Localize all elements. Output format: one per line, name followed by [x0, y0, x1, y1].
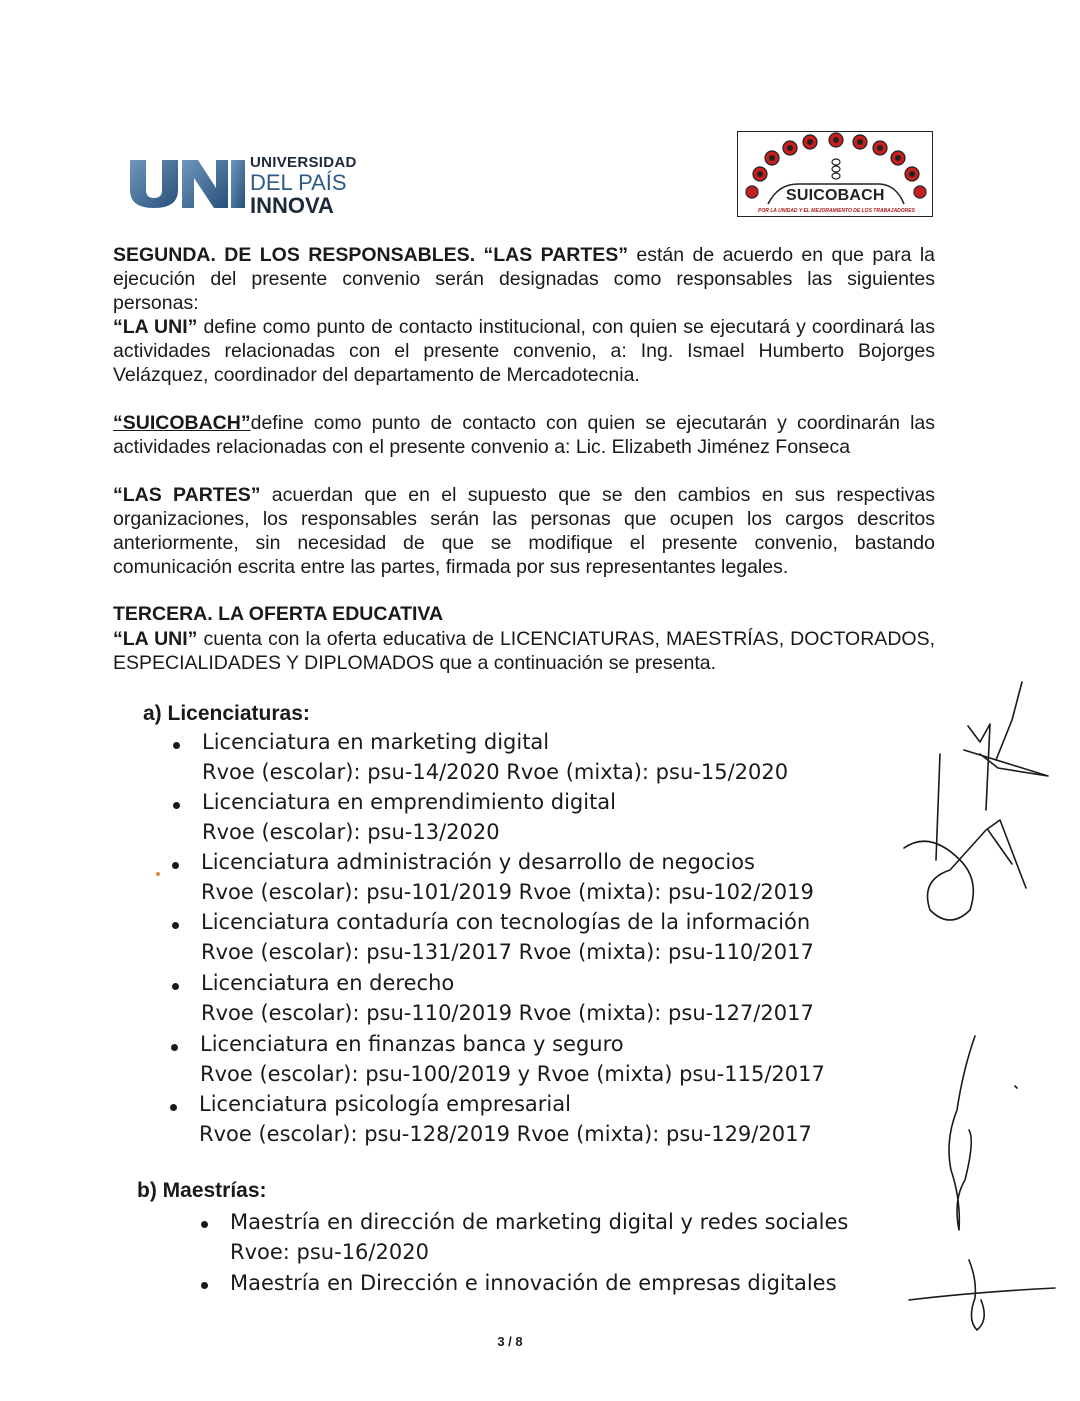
licenciatura-rvoe: Rvoe (escolar): psu-100/2019 y Rvoe (mixta) psu-115/2017 — [200, 1062, 825, 1086]
segunda-paragraph-4 — [113, 483, 935, 579]
tercera-title: TERCERA. LA OFERTA EDUCATIVA — [113, 603, 444, 625]
maestria-rvoe: Rvoe: psu-16/2020 — [230, 1240, 429, 1264]
maestria-title: Maestría en dirección de marketing digital y redes sociales — [230, 1210, 849, 1234]
segunda-paragraph-2 — [113, 315, 935, 387]
ink-speck — [156, 872, 160, 876]
segunda-text-2: define como punto de contacto institucional, con quien se ejecutará y coordinará las actividades relacionadas con el presente convenio, a: Ing. Ismael Humberto Bojorges Velázquez, coordinador del departamento de Mercadotecnia. — [113, 316, 935, 386]
licenciatura-item — [201, 968, 814, 1028]
licenciatura-item — [201, 907, 814, 967]
segunda-party-suicobach: “SUICOBACH” — [113, 412, 251, 434]
licenciatura-item — [201, 847, 814, 907]
licenciatura-rvoe: Rvoe (escolar): psu-13/2020 — [202, 820, 500, 844]
uni-logo-mark — [128, 158, 248, 210]
licenciatura-rvoe: Rvoe (escolar): psu-110/2019 Rvoe (mixta): psu-127/2017 — [201, 1001, 814, 1025]
licenciatura-title: Licenciatura en marketing digital — [202, 730, 550, 754]
segunda-parties-4: “LAS PARTES” — [113, 484, 261, 506]
suicobach-logo-name: SUICOBACH — [786, 187, 885, 204]
bullet-icon — [170, 1104, 177, 1111]
bullet-icon — [173, 742, 180, 749]
uni-logo-line2: DEL PAÍS — [250, 170, 347, 195]
segunda-party-uni: “LA UNI” — [113, 316, 198, 338]
licenciatura-rvoe: Rvoe (escolar): psu-131/2017 Rvoe (mixta): psu-110/2017 — [201, 940, 814, 964]
licenciaturas-heading: a) Licenciaturas: — [143, 702, 310, 725]
licenciatura-item — [200, 1029, 825, 1089]
maestrias-heading: b) Maestrías: — [137, 1179, 267, 1202]
suicobach-logo-motto: POR LA UNIDAD Y EL MEJORAMIENTO DE LOS TRABAJADORES — [758, 208, 915, 214]
segunda-parties-1: “LAS PARTES” — [483, 244, 629, 266]
tercera-party-uni: “LA UNI” — [113, 628, 198, 650]
segunda-text-1: están de acuerdo en que para la ejecución del presente convenio serán designadas como responsables las siguientes personas: — [113, 244, 935, 314]
signature-2-icon — [905, 1030, 1060, 1340]
licenciatura-rvoe: Rvoe (escolar): psu-14/2020 Rvoe (mixta): psu-15/2020 — [202, 760, 789, 784]
tercera-text: cuenta con la oferta educativa de LICENCIATURAS, MAESTRÍAS, DOCTORADOS, ESPECIALIDADES Y DIPLOMADOS que a continuación se presenta. — [113, 628, 935, 674]
licenciatura-title: Licenciatura en derecho — [201, 971, 455, 995]
licenciatura-title: Licenciatura administración y desarrollo de negocios — [201, 850, 755, 874]
segunda-text-4: acuerdan que en el supuesto que se den cambios en sus respectivas organizaciones, los responsables serán las personas que ocupen los cargos descritos anteriormente, sin necesidad de que se modifique el presente convenio, bastando comunicación escrita entre las partes, firmada por sus representantes legales. — [113, 484, 935, 578]
licenciatura-title: Licenciatura contaduría con tecnologías de la información — [201, 910, 811, 934]
licenciatura-title: Licenciatura en finanzas banca y seguro — [200, 1032, 624, 1056]
signature-1-icon — [900, 680, 1050, 940]
tercera-paragraph — [113, 627, 935, 675]
licenciatura-item — [202, 727, 788, 787]
segunda-paragraph-3 — [113, 411, 935, 459]
bullet-icon — [201, 1282, 208, 1289]
bullet-icon — [172, 862, 179, 869]
licenciatura-item — [199, 1089, 812, 1149]
bullet-icon — [172, 983, 179, 990]
maestria-item — [230, 1207, 848, 1267]
uni-logo-line1: UNIVERSIDAD — [250, 154, 357, 171]
bullet-icon — [171, 1044, 178, 1051]
licenciatura-title: Licenciatura en emprendimiento digital — [202, 790, 617, 814]
licenciatura-rvoe: Rvoe (escolar): psu-128/2019 Rvoe (mixta): psu-129/2017 — [199, 1122, 812, 1146]
page-number: 3 / 8 — [497, 1334, 523, 1349]
uni-logo-line3: INNOVA — [250, 193, 334, 218]
suicobach-logo — [737, 131, 933, 217]
segunda-text-3: define como punto de contacto con quien se ejecutarán y coordinarán las actividades relacionadas con el presente convenio a: Lic. Elizabeth Jiménez Fonseca — [113, 412, 935, 458]
licenciatura-rvoe: Rvoe (escolar): psu-101/2019 Rvoe (mixta): psu-102/2019 — [201, 880, 814, 904]
bullet-icon — [172, 922, 179, 929]
bullet-icon — [201, 1221, 208, 1228]
maestria-title: Maestría en Dirección e innovación de empresas digitales — [230, 1271, 837, 1295]
uni-logo — [128, 152, 368, 216]
maestria-item — [230, 1268, 837, 1298]
licenciatura-item — [202, 787, 616, 847]
bullet-icon — [173, 802, 180, 809]
segunda-title: SEGUNDA. DE LOS RESPONSABLES. — [113, 244, 476, 266]
licenciatura-title: Licenciatura psicología empresarial — [199, 1092, 571, 1116]
uni-logo-wordmark — [250, 152, 357, 217]
segunda-paragraph-1 — [113, 243, 935, 315]
suicobach-people-icon — [738, 132, 934, 218]
